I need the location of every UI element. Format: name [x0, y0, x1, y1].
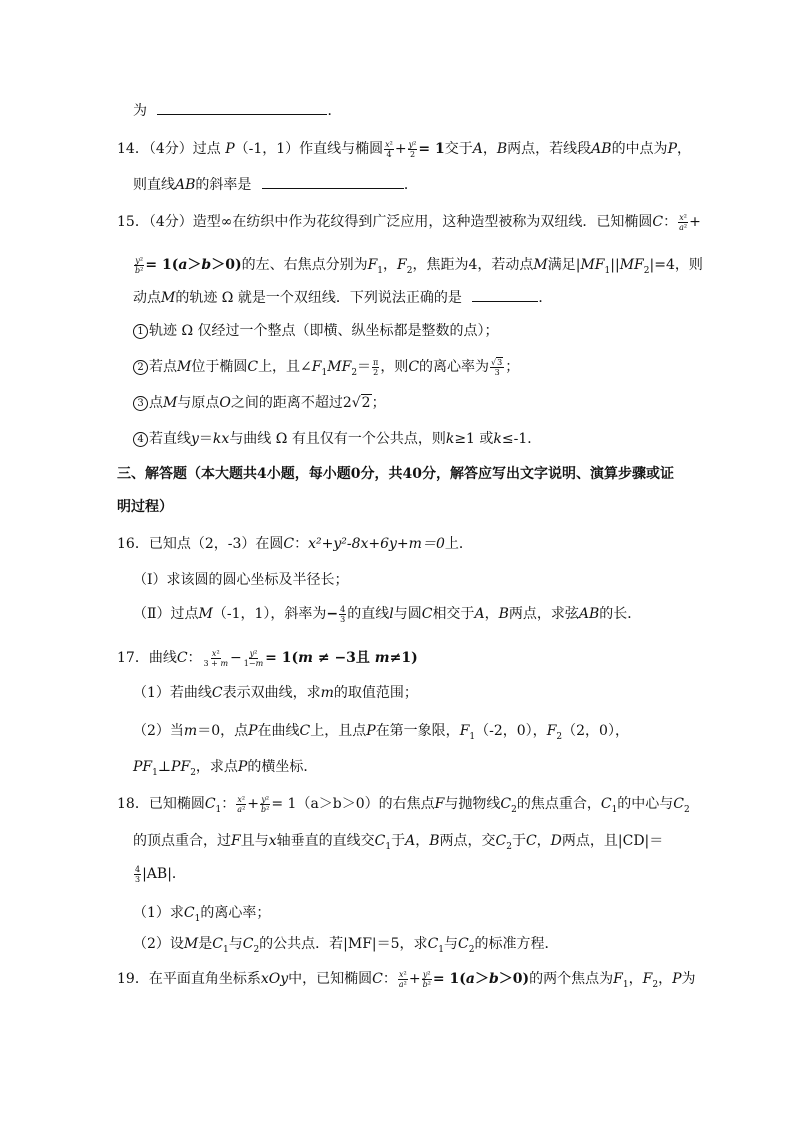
question-19: 19．在平面直角坐标系xOy中，已知椭圆C： $\frac{\text{x²}}{\text{a²}}$ + $\frac{\text{y²}}{\text{b²}}$ = 1(a＞b＞0)的两个焦点为$F_1$，$F_2$，P为 [117, 969, 696, 990]
question-18-part2: （2）设M是$C_1$与$C_2$的公共点．若|MF|＝5，求$C_1$与$C_2$的标准方程． [133, 936, 559, 955]
question-17-part1: （1）若曲线C表示双曲线，求m的取值范围； [133, 685, 418, 701]
question-14: 14．（4分）过点 P（-1，1）作直线与椭圆 $\frac{\text{x²}}{4}$ + $\frac{\text{y²}}{2}$ = 1交于A，B两点，若线段AB的中点为P， [117, 139, 691, 159]
fraction: $\frac{\text{x²}}{4}$ [385, 139, 393, 159]
option-1: 1 轨迹 Ω 仅经过一个整点（即横、纵坐标都是整数的点）； [133, 321, 499, 341]
option-3: 3 点M与原点O之间的距离不超过2√2； [133, 393, 386, 413]
question-15-line3: 动点M的轨迹 Ω 就是一个双纽线．下列说法正确的是 ． [133, 287, 552, 307]
question-16-part2: （Ⅱ）过点M（-1，1），斜率为− $\frac{4}{3}$ 的直线l与圆C相交于A，B两点，求弦AB的长． [133, 604, 642, 624]
question-18-part1: （1）求$C_1$的离心率； [133, 905, 271, 924]
section-heading: 三、解答题（本大题共4小题，每小题0分，共40分，解答应写出文字说明、演算步骤或证 [117, 466, 674, 482]
question-18-line2: 的顶点重合，过F且与x轴垂直的直线交$C_1$于A，B两点，交$C_2$于C，D两点，且|CD|＝ [133, 833, 664, 852]
question-18-line3: $\frac{4}{3}$ |AB|． [135, 864, 186, 884]
question-15-line2: $\frac{\text{y²}}{\text{b²}}$ = 1(a＞b＞0)的左、右焦点分别为$F_1$，$F_2$，焦距为4，若动点M满足$|MF_1||MF_2|=4$，则 [135, 255, 703, 276]
circled-number-3-icon: 3 [133, 396, 148, 411]
option-2: 2 若点M位于椭圆C上，且$\angle F_1MF_2=$ $\frac{\pi}{2}$ ，则C的离心率为 $\frac{√3}{3}$ ； [133, 357, 519, 377]
circled-number-4-icon: 4 [133, 432, 148, 447]
question-17-part2-line2: $PF_1\perp PF_2$，求点P的横坐标． [133, 759, 318, 778]
answer-blank [472, 287, 538, 302]
answer-blank [157, 100, 327, 115]
answer-blank [262, 174, 404, 189]
question-18: 18．已知椭圆$C_1$： $\frac{\text{x²}}{\text{a²}}$ + $\frac{\text{y²}}{\text{b²}}$ = 1（a＞b＞0）的右焦点F与抛物线$C_2$的焦点重合，$C_1$的中心与$C_2$ [117, 794, 690, 815]
question-15: 15．（4分）造型∞在纺织中作为花纹得到广泛应用，这种造型被称为双纽线．已知椭圆C： $\frac{\text{x²}}{\text{a²}}$ + [117, 212, 701, 232]
q13-tail: 为 ． [133, 100, 341, 120]
question-16: 16．已知点（2，-3）在圆C：x²+y²-8x+6y+m＝0上． [117, 536, 473, 552]
section-heading-line2: 明过程） [117, 499, 173, 515]
circled-number-1-icon: 1 [133, 324, 148, 339]
question-16-part1: （Ⅰ）求该圆的圆心坐标及半径长； [133, 572, 349, 588]
circled-number-2-icon: 2 [133, 360, 148, 375]
question-17: 17．曲线C： $\frac{\text{x²}}{3 + m}$ − $\frac{\text{y²}}{1-m}$ = 1(m ≠ −3且 m≠1) [117, 648, 418, 668]
question-14-line2: 则直线AB的斜率是 ． [133, 174, 418, 194]
option-4: 4 若直线y＝kx与曲线 Ω 有且仅有一个公共点，则k≥1 或k≤-1． [133, 429, 541, 449]
question-17-part2: （2）当m＝0，点P在曲线C上，且点P在第一象限，$F_1(-2$，0），$F_2(2$，0）， [133, 723, 629, 742]
